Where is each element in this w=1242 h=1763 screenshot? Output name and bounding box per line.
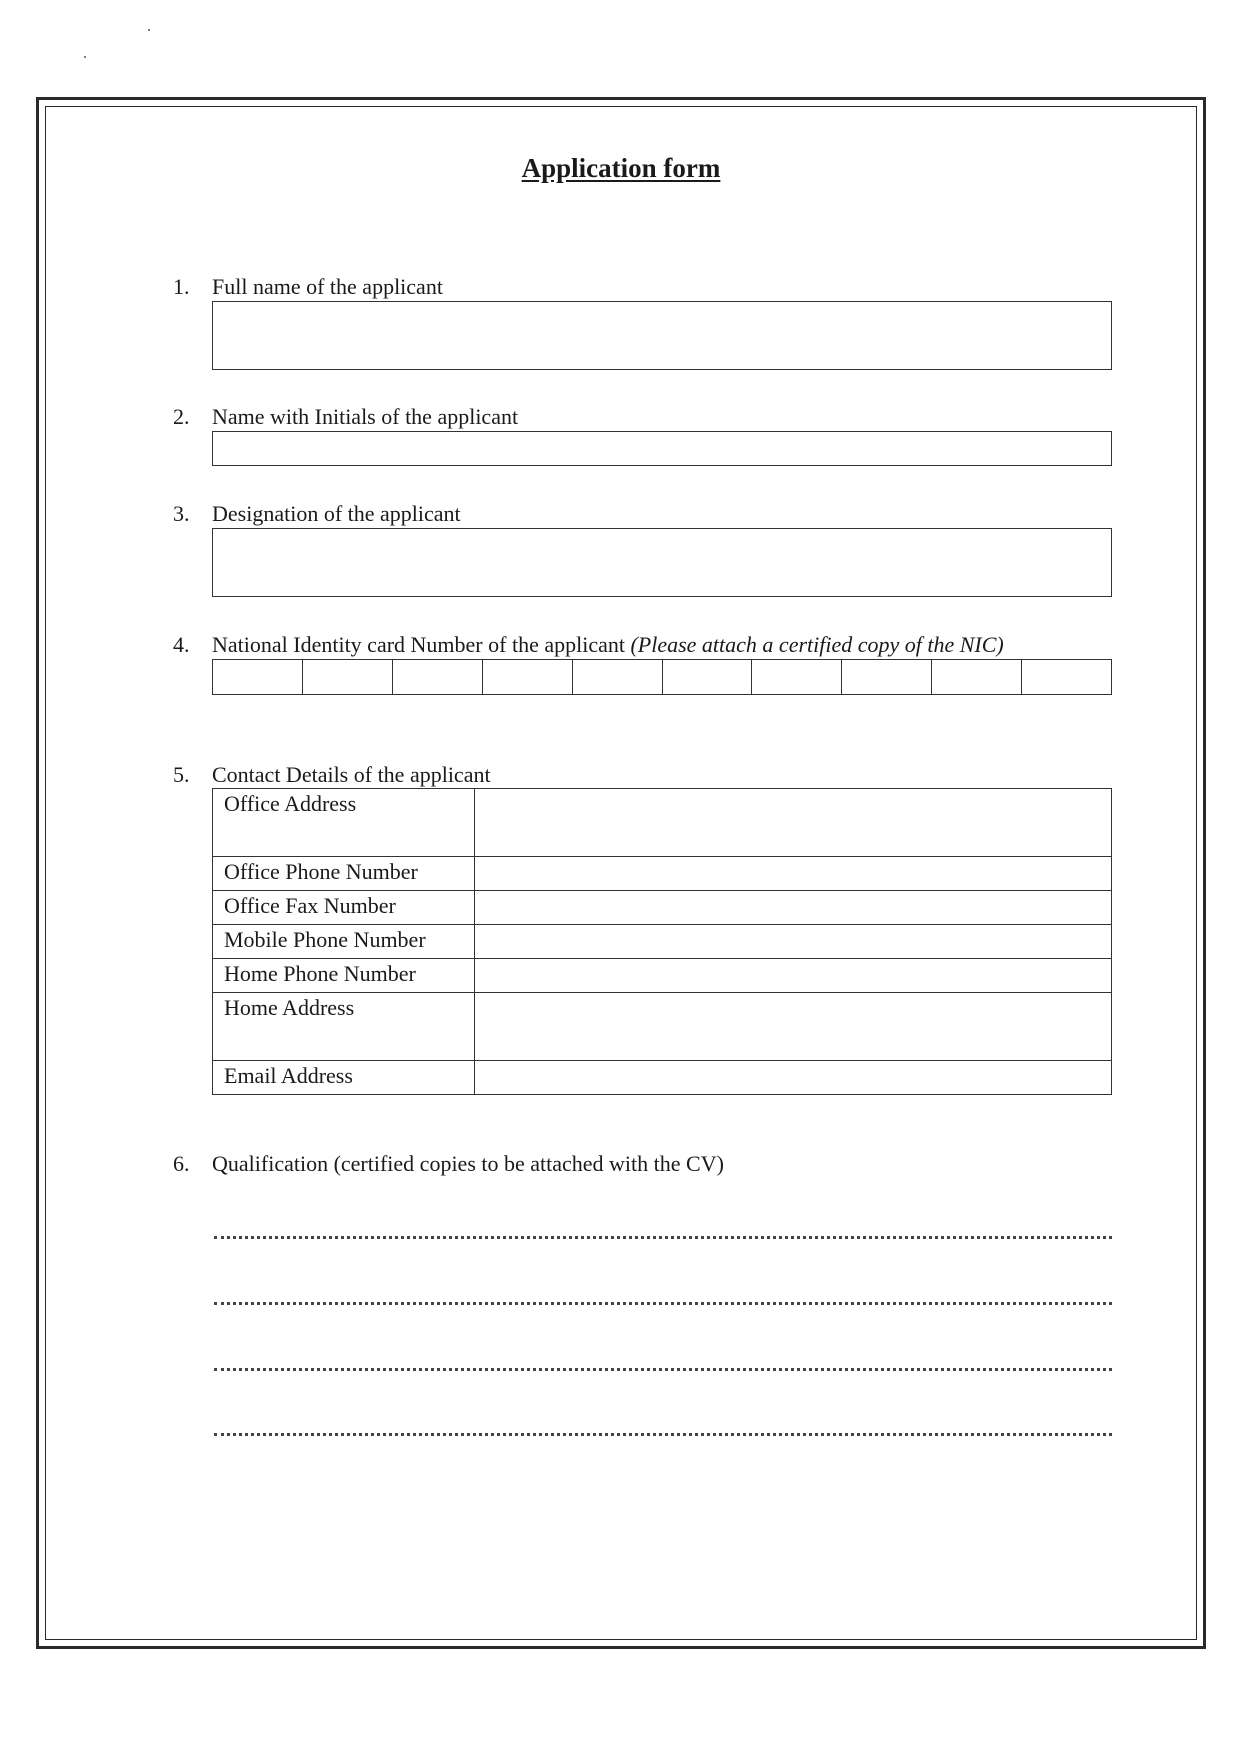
nic-digit-cell[interactable] <box>303 660 393 694</box>
nic-digit-cell[interactable] <box>842 660 932 694</box>
table-row <box>213 959 1112 993</box>
qualification-line[interactable] <box>214 1302 1112 1305</box>
table-row <box>213 857 1112 891</box>
table-row <box>213 891 1112 925</box>
contact-label: Mobile Phone Number <box>213 925 475 959</box>
nic-digit-cell[interactable] <box>573 660 663 694</box>
qualification-line[interactable] <box>214 1368 1112 1371</box>
question-initials-label: Name with Initials of the applicant <box>212 404 519 429</box>
contact-label: Home Phone Number <box>213 959 475 993</box>
nic-digit-cell[interactable] <box>1022 660 1111 694</box>
mobile-phone-field[interactable] <box>475 925 1112 959</box>
question-number: 3. <box>173 501 190 526</box>
email-address-field[interactable] <box>475 1061 1112 1095</box>
contact-label: Home Address <box>213 993 475 1061</box>
table-row <box>213 1061 1112 1095</box>
question-full-name-label: Full name of the applicant <box>212 274 443 299</box>
nic-attach-note: (Please attach a certified copy of the NIC) <box>630 632 1004 657</box>
question-number: 1. <box>173 274 190 299</box>
nic-digit-cell[interactable] <box>663 660 753 694</box>
scan-speck <box>148 29 150 31</box>
contact-label: Office Fax Number <box>213 891 475 925</box>
nic-label-text: National Identity card Number of the applicant <box>212 632 631 657</box>
nic-digit-cell[interactable] <box>483 660 573 694</box>
office-fax-field[interactable] <box>475 891 1112 925</box>
table-row <box>213 925 1112 959</box>
scan-speck <box>84 56 86 58</box>
question-contact-label: Contact Details of the applicant <box>212 762 491 787</box>
name-with-initials-field[interactable] <box>212 431 1112 466</box>
form-title: Application form <box>521 153 721 183</box>
nic-number-field[interactable] <box>212 659 1112 695</box>
qualification-line[interactable] <box>214 1433 1112 1436</box>
question-number: 4. <box>173 632 190 657</box>
nic-digit-cell[interactable] <box>932 660 1022 694</box>
designation-field[interactable] <box>212 528 1112 597</box>
nic-digit-cell[interactable] <box>752 660 842 694</box>
office-phone-field[interactable] <box>475 857 1112 891</box>
nic-digit-cell[interactable] <box>213 660 303 694</box>
question-number: 6. <box>173 1151 190 1176</box>
page-border <box>36 97 1206 1649</box>
home-phone-field[interactable] <box>475 959 1112 993</box>
contact-details-table <box>212 788 1112 1095</box>
table-row <box>213 993 1112 1061</box>
office-address-field[interactable] <box>475 789 1112 857</box>
nic-digit-cell[interactable] <box>393 660 483 694</box>
table-row <box>213 789 1112 857</box>
question-qualification-label: Qualification (certified copies to be attached with the CV) <box>212 1151 724 1176</box>
home-address-field[interactable] <box>475 993 1112 1061</box>
qualification-line[interactable] <box>214 1236 1112 1239</box>
question-number: 2. <box>173 404 190 429</box>
question-nic-label <box>212 632 1004 658</box>
contact-label: Office Phone Number <box>213 857 475 891</box>
question-designation-label: Designation of the applicant <box>212 501 461 526</box>
contact-label: Email Address <box>213 1061 475 1095</box>
contact-label: Office Address <box>213 789 475 857</box>
full-name-field[interactable] <box>212 301 1112 370</box>
question-number: 5. <box>173 762 190 787</box>
